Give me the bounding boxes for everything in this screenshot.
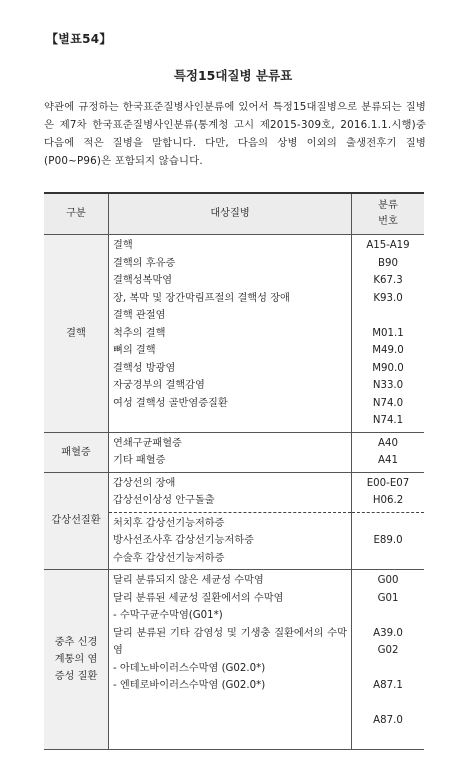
group-cns: 중추 신경 계통의 염증성 질환 [44, 570, 109, 750]
spacer [356, 730, 420, 748]
code-item: A40 [378, 437, 398, 449]
disease-item: 달리 분류된 세균성 질환에서의 수막염 [113, 592, 284, 604]
disease-list-thyroid [109, 472, 352, 512]
group-row-cns [44, 570, 424, 750]
header-code-label: 분류 번호 [378, 200, 398, 227]
table-header-row [44, 193, 424, 235]
disease-item: 장, 복막 및 장간막림프절의 결핵성 장애 [113, 292, 290, 304]
intro-paragraph [44, 98, 426, 170]
disease-item: 결핵성복막염 [113, 275, 173, 286]
disease-item: 결핵 관절염 [113, 310, 166, 321]
group-row-sepsis [44, 432, 424, 472]
spacer [356, 307, 420, 325]
disease-item: 척추의 결핵 [113, 327, 166, 339]
spacer [356, 695, 420, 713]
intro-text: 약관에 규정하는 한국표준질병사인분류에 있어서 특정15대질병으로 분류되는 질병은 제7차 한국표준질병사인분류(통계청 고시 제2015-309호, 2016.1.1.시행)중 다음에 적은 질병을 말합니다. 다만, 다음의 상병 이외의 출생전후기 질병(P00~P96)은 포함되지 않습니다. [44, 101, 426, 167]
code-item: A41 [378, 455, 398, 466]
code-list-thyroid-post [352, 512, 425, 570]
disease-item: - 엔테로바이러스수막염 (G02.0*) [113, 680, 266, 691]
disease-item: 갑상선이상성 안구돌출 [113, 495, 215, 506]
code-item: M01.1 [372, 327, 404, 339]
disease-item: 기타 패혈증 [113, 455, 166, 466]
code-item: A87.1 [373, 680, 403, 691]
disease-item: 처치후 갑상선기능저하증 [113, 517, 225, 529]
code-item: E00-E07 [366, 477, 410, 489]
code-list-sepsis [352, 432, 425, 472]
spacer [356, 607, 420, 625]
code-item: A39.0 [373, 627, 403, 639]
group-row-thyroid [44, 472, 424, 512]
disease-list-cns [109, 570, 352, 750]
code-item: B90 [378, 257, 398, 269]
code-item: H06.2 [372, 495, 404, 506]
group-sepsis: 패혈증 [44, 432, 109, 472]
appendix-label: 【별표54】 [46, 32, 112, 46]
code-list-thyroid [352, 472, 425, 512]
disease-item: 결핵의 후유증 [113, 257, 176, 269]
disease-item: 연쇄구균패혈증 [113, 437, 182, 449]
code-list-cns [352, 570, 425, 750]
header-disease: 대상질병 [109, 193, 352, 235]
document-title: 특정15대질병 분류표 [173, 68, 293, 83]
disease-item: - 아데노바이러스수막염 (G02.0*) [113, 662, 266, 674]
group-row-tb [44, 235, 424, 433]
group-thyroid: 갑상선질환 [44, 472, 109, 570]
code-item: G01 [377, 592, 399, 604]
disease-item: 수술후 갑상선기능저하증 [113, 552, 225, 564]
group-tb: 결핵 [44, 235, 109, 433]
disease-item: 뼈의 결핵 [113, 345, 156, 356]
header-group: 구분 [44, 193, 109, 235]
disease-list-thyroid-post [109, 512, 352, 570]
code-item: E89.0 [373, 535, 403, 546]
classification-table [44, 192, 424, 750]
disease-item: 달리 분류되지 않은 세균성 수막염 [113, 575, 264, 586]
code-item: G00 [377, 575, 399, 586]
disease-item: 방사선조사후 갑상선기능저하증 [113, 535, 255, 546]
disease-list-sepsis [109, 432, 352, 472]
disease-item: 결핵 [113, 240, 133, 251]
header-code [352, 193, 425, 235]
code-list-tb [352, 235, 425, 433]
spacer [356, 660, 420, 678]
disease-item: 달리 분류된 기타 감염성 및 기생충 질환에서의 수막염 [113, 627, 347, 656]
disease-item: 결핵성 방광염 [113, 362, 176, 374]
code-item: K93.0 [373, 292, 403, 304]
code-item: N74.1 [372, 415, 404, 426]
code-item: M90.0 [372, 362, 404, 374]
disease-item: - 수막구균수막염(G01*) [113, 610, 223, 621]
disease-item: 여성 결핵성 골반염증질환 [113, 397, 228, 409]
code-item: N74.0 [372, 397, 404, 409]
code-item: A15-A19 [366, 240, 410, 251]
code-item: M49.0 [372, 345, 404, 356]
code-item: K67.3 [373, 275, 403, 286]
code-item: G02 [377, 645, 399, 656]
disease-list-tb [109, 235, 352, 433]
code-item: A87.0 [373, 715, 403, 726]
disease-item: 자궁경부의 결핵감염 [113, 380, 205, 391]
disease-item: 갑상선의 장애 [113, 477, 176, 489]
code-item: N33.0 [372, 380, 404, 391]
